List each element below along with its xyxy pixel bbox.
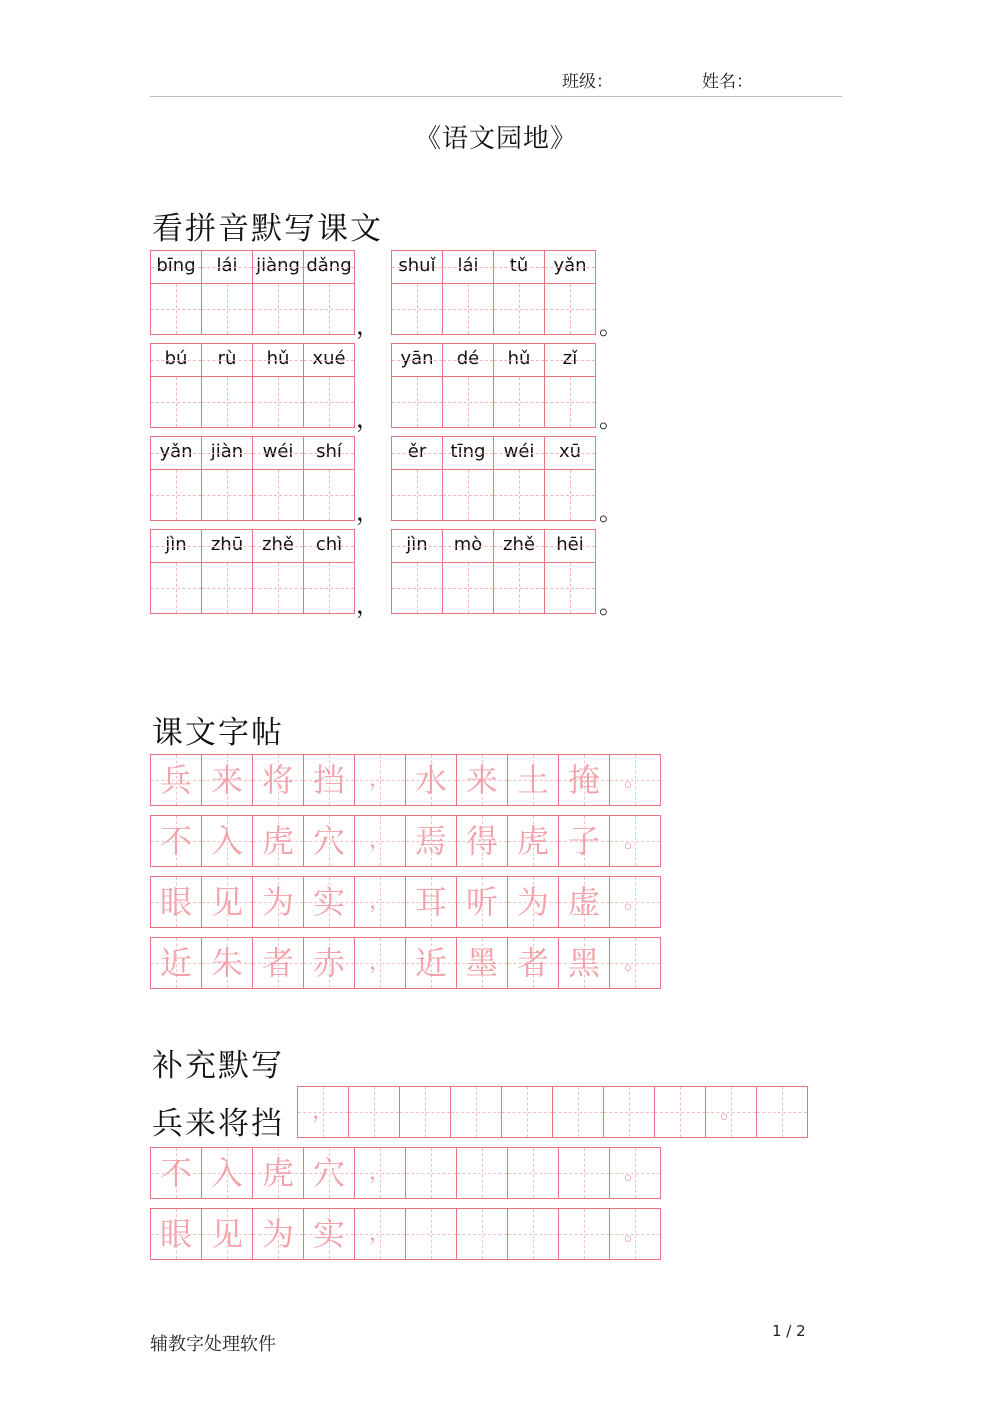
pinyin-group-left (150, 529, 355, 614)
copybook-row (150, 754, 661, 806)
pinyin-cell (304, 251, 355, 335)
writing-box[interactable] (253, 284, 303, 334)
tracing-cell: 近 (151, 938, 202, 989)
writing-box[interactable] (304, 377, 354, 427)
writing-box[interactable] (392, 377, 442, 427)
empty-writing-cell[interactable] (559, 1209, 610, 1260)
writing-box[interactable] (545, 470, 595, 520)
writing-box[interactable] (392, 284, 442, 334)
tracing-cell: 子 (559, 816, 610, 867)
pinyin-text: bīng (151, 251, 201, 284)
writing-box[interactable] (151, 470, 201, 520)
writing-box[interactable] (494, 284, 544, 334)
tracing-cell: 听 (457, 877, 508, 928)
tracing-cell: 实 (304, 877, 355, 928)
empty-writing-cell[interactable] (457, 1209, 508, 1260)
pinyin-cell (545, 344, 596, 428)
writing-box[interactable] (545, 377, 595, 427)
punctuation-mark: 。 (599, 405, 623, 433)
pinyin-text: zǐ (545, 344, 595, 377)
pinyin-group-left (150, 436, 355, 521)
empty-writing-cell[interactable] (508, 1148, 559, 1199)
writing-box[interactable] (494, 377, 544, 427)
pinyin-text: jìn (392, 530, 442, 563)
section-title-supplement: 补充默写 (152, 1048, 284, 1084)
empty-writing-cell[interactable] (457, 1148, 508, 1199)
empty-writing-cell[interactable] (559, 1148, 610, 1199)
tracing-cell: 。 (706, 1087, 757, 1138)
pinyin-text: mò (443, 530, 493, 563)
copybook-row (150, 876, 661, 928)
tracing-cell: 。 (610, 1148, 661, 1199)
pinyin-text: yǎn (151, 437, 201, 470)
pinyin-group-right (391, 436, 596, 521)
tracing-cell: 眼 (151, 877, 202, 928)
tracing-cell: 入 (202, 816, 253, 867)
writing-box[interactable] (392, 563, 442, 613)
tracing-cell: 。 (610, 938, 661, 989)
pinyin-group-right (391, 250, 596, 335)
pinyin-text: xū (545, 437, 595, 470)
tracing-cell: 穴 (304, 1148, 355, 1199)
pinyin-cell (151, 437, 202, 521)
pinyin-cell (151, 251, 202, 335)
writing-box[interactable] (494, 470, 544, 520)
pinyin-text: zhě (494, 530, 544, 563)
pinyin-cell (494, 437, 545, 521)
supplement-row (150, 1147, 661, 1199)
empty-writing-cell[interactable] (406, 1148, 457, 1199)
punctuation-mark: ， (356, 312, 380, 340)
tracing-cell: 朱 (202, 938, 253, 989)
empty-writing-cell[interactable] (400, 1087, 451, 1138)
tracing-cell: 虎 (253, 816, 304, 867)
tracing-cell: 兵 (151, 755, 202, 806)
pinyin-cell (494, 344, 545, 428)
tracing-cell: 虚 (559, 877, 610, 928)
class-label: 班级： (562, 72, 613, 92)
pinyin-cell (545, 251, 596, 335)
pinyin-text: jiàn (202, 437, 252, 470)
tracing-cell: ， (355, 877, 406, 928)
pinyin-group-right (391, 529, 596, 614)
writing-box[interactable] (545, 284, 595, 334)
tracing-cell: 将 (253, 755, 304, 806)
pinyin-cell (392, 437, 443, 521)
empty-writing-cell[interactable] (553, 1087, 604, 1138)
pinyin-cell (202, 251, 253, 335)
tracing-cell: 来 (457, 755, 508, 806)
writing-box[interactable] (253, 563, 303, 613)
pinyin-text: bú (151, 344, 201, 377)
pinyin-group-left (150, 250, 355, 335)
tracing-cell: 实 (304, 1209, 355, 1260)
tracing-cell: 入 (202, 1148, 253, 1199)
pinyin-cell (202, 437, 253, 521)
writing-box[interactable] (443, 470, 493, 520)
writing-box[interactable] (202, 377, 252, 427)
tracing-cell: 耳 (406, 877, 457, 928)
pinyin-text: wéi (494, 437, 544, 470)
empty-writing-cell[interactable] (655, 1087, 706, 1138)
pinyin-cell (202, 530, 253, 614)
pinyin-cell (202, 344, 253, 428)
tracing-cell: 。 (610, 1209, 661, 1260)
punctuation-mark: 。 (599, 591, 623, 619)
writing-box[interactable] (392, 470, 442, 520)
writing-box[interactable] (545, 563, 595, 613)
writing-box[interactable] (253, 377, 303, 427)
pinyin-cell (151, 344, 202, 428)
pinyin-cell (443, 344, 494, 428)
pinyin-cell (443, 437, 494, 521)
pinyin-group-left (150, 343, 355, 428)
pinyin-text: zhě (253, 530, 303, 563)
page-number: 1 / 2 (772, 1322, 806, 1340)
name-label: 姓名： (702, 72, 753, 92)
writing-box[interactable] (151, 563, 201, 613)
pinyin-cell (253, 437, 304, 521)
document-title: 《语文园地》 (414, 124, 577, 154)
pinyin-text: hēi (545, 530, 595, 563)
pinyin-cell (304, 344, 355, 428)
pinyin-text: lái (202, 251, 252, 284)
pinyin-text: lái (443, 251, 493, 284)
tracing-cell: 。 (610, 755, 661, 806)
footer-software-name: 辅教字处理软件 (150, 1334, 276, 1355)
pinyin-text: dǎng (304, 251, 354, 284)
writing-box[interactable] (443, 284, 493, 334)
pinyin-text: tǔ (494, 251, 544, 284)
tracing-cell: 者 (508, 938, 559, 989)
pinyin-text: dé (443, 344, 493, 377)
tracing-cell: ， (355, 816, 406, 867)
tracing-cell: 眼 (151, 1209, 202, 1260)
pinyin-text: jìn (151, 530, 201, 563)
pinyin-group-right (391, 343, 596, 428)
tracing-cell: 焉 (406, 816, 457, 867)
empty-writing-cell[interactable] (502, 1087, 553, 1138)
tracing-cell: 。 (610, 877, 661, 928)
pinyin-cell (253, 251, 304, 335)
tracing-cell: ， (355, 1148, 406, 1199)
writing-box[interactable] (443, 377, 493, 427)
pinyin-cell (443, 251, 494, 335)
punctuation-mark: 。 (599, 312, 623, 340)
tracing-cell: 近 (406, 938, 457, 989)
writing-box[interactable] (151, 284, 201, 334)
pinyin-cell (304, 437, 355, 521)
tracing-cell: 掩 (559, 755, 610, 806)
pinyin-cell (443, 530, 494, 614)
header-divider (150, 96, 842, 97)
tracing-cell: ， (355, 938, 406, 989)
pinyin-cell (253, 530, 304, 614)
pinyin-cell (304, 530, 355, 614)
pinyin-text: zhū (202, 530, 252, 563)
tracing-cell: 穴 (304, 816, 355, 867)
tracing-cell: 见 (202, 1209, 253, 1260)
tracing-cell: 为 (253, 1209, 304, 1260)
tracing-cell: ， (355, 755, 406, 806)
tracing-cell: 为 (253, 877, 304, 928)
tracing-cell: 得 (457, 816, 508, 867)
tracing-cell: 不 (151, 1148, 202, 1199)
supplement-row (297, 1086, 808, 1138)
writing-box[interactable] (494, 563, 544, 613)
pinyin-text: wéi (253, 437, 303, 470)
tracing-cell: 墨 (457, 938, 508, 989)
pinyin-text: ěr (392, 437, 442, 470)
tracing-cell: 见 (202, 877, 253, 928)
pinyin-cell (545, 530, 596, 614)
tracing-cell: 。 (610, 816, 661, 867)
section-title-pinyin: 看拼音默写课文 (152, 211, 383, 247)
pinyin-text: chì (304, 530, 354, 563)
writing-box[interactable] (202, 563, 252, 613)
tracing-cell: 者 (253, 938, 304, 989)
tracing-cell: 虎 (508, 816, 559, 867)
pinyin-cell (494, 251, 545, 335)
pinyin-cell (253, 344, 304, 428)
tracing-cell: 来 (202, 755, 253, 806)
empty-writing-cell[interactable] (604, 1087, 655, 1138)
pinyin-text: hǔ (253, 344, 303, 377)
pinyin-cell (392, 251, 443, 335)
empty-writing-cell[interactable] (406, 1209, 457, 1260)
supplement-row (150, 1208, 661, 1260)
tracing-cell: 黑 (559, 938, 610, 989)
tracing-cell: ， (298, 1087, 349, 1138)
pinyin-text: shuǐ (392, 251, 442, 284)
pinyin-text: rù (202, 344, 252, 377)
tracing-cell: 土 (508, 755, 559, 806)
pinyin-text: shí (304, 437, 354, 470)
writing-box[interactable] (304, 470, 354, 520)
writing-box[interactable] (202, 470, 252, 520)
tracing-cell: 不 (151, 816, 202, 867)
pinyin-text: tīng (443, 437, 493, 470)
punctuation-mark: ， (356, 405, 380, 433)
tracing-cell: ， (355, 1209, 406, 1260)
writing-box[interactable] (151, 377, 201, 427)
pinyin-text: yān (392, 344, 442, 377)
section-title-copybook: 课文字帖 (152, 715, 284, 751)
pinyin-text: yǎn (545, 251, 595, 284)
pinyin-cell (392, 344, 443, 428)
tracing-cell: 为 (508, 877, 559, 928)
tracing-cell: 虎 (253, 1148, 304, 1199)
copybook-row (150, 815, 661, 867)
writing-box[interactable] (253, 470, 303, 520)
pinyin-cell (151, 530, 202, 614)
writing-box[interactable] (202, 284, 252, 334)
copybook-row (150, 937, 661, 989)
writing-box[interactable] (443, 563, 493, 613)
pinyin-text: xué (304, 344, 354, 377)
punctuation-mark: 。 (599, 498, 623, 526)
pinyin-text: hǔ (494, 344, 544, 377)
punctuation-mark: ， (356, 591, 380, 619)
tracing-cell: 赤 (304, 938, 355, 989)
empty-writing-cell[interactable] (757, 1087, 808, 1138)
punctuation-mark: ， (356, 498, 380, 526)
empty-writing-cell[interactable] (451, 1087, 502, 1138)
tracing-cell: 水 (406, 755, 457, 806)
pinyin-cell (545, 437, 596, 521)
pinyin-cell (494, 530, 545, 614)
writing-box[interactable] (304, 563, 354, 613)
empty-writing-cell[interactable] (508, 1209, 559, 1260)
tracing-cell: 挡 (304, 755, 355, 806)
empty-writing-cell[interactable] (349, 1087, 400, 1138)
writing-box[interactable] (304, 284, 354, 334)
supplement-prefix: 兵来将挡 (152, 1106, 284, 1142)
pinyin-text: jiàng (253, 251, 303, 284)
pinyin-cell (392, 530, 443, 614)
